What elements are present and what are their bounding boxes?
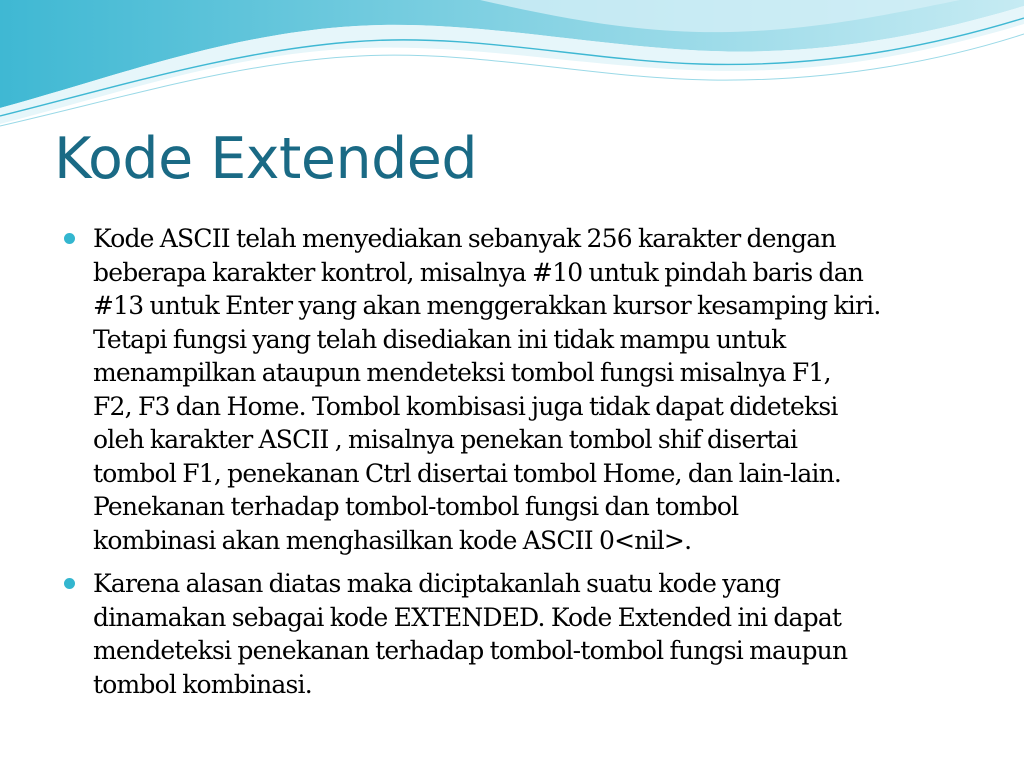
bullet-text-line: kombinasi akan menghasilkan kode ASCII 0<nil>.: [93, 525, 692, 555]
bullet-text-line: menampilkan ataupun mendeteksi tombol fungsi misalnya F1,: [93, 358, 831, 387]
bullet-item: [64, 222, 984, 557]
slide-title: Kode Extended: [54, 126, 478, 192]
bullet-text-line: Kode ASCII telah menyediakan sebanyak 256 karakter dengan: [93, 224, 836, 253]
bullet-text-line: dinamakan sebagai kode EXTENDED. Kode Extended ini dapat: [93, 602, 842, 632]
bullet-text-line: tombol kombinasi.: [93, 669, 312, 699]
bullet-text-line: Tetapi fungsi yang telah disediakan ini tidak mampu untuk: [93, 324, 786, 354]
bullet-text-line: #13 untuk Enter yang akan menggerakkan kursor kesamping kiri.: [93, 291, 881, 320]
bullet-text-line: oleh karakter ASCII , misalnya penekan tombol shif disertai: [93, 425, 798, 454]
bullet-list: [64, 222, 984, 711]
bullet-dot-icon: [64, 578, 75, 589]
bullet-text-line: Penekanan terhadap tombol-tombol fungsi dan tombol: [93, 492, 739, 521]
header-wave-decoration: [0, 0, 1024, 130]
bullet-text-line: beberapa karakter kontrol, misalnya #10 untuk pindah baris dan: [93, 257, 864, 287]
bullet-text-line: F2, F3 dan Home. Tombol kombisasi juga tidak dapat dideteksi: [93, 391, 838, 421]
bullet-text-line: mendeteksi penekanan terhadap tombol-tombol fungsi maupun: [93, 636, 848, 665]
bullet-item: [64, 567, 984, 701]
bullet-dot-icon: [64, 233, 75, 244]
bullet-text-line: Karena alasan diatas maka diciptakanlah suatu kode yang: [93, 569, 781, 598]
bullet-text-line: tombol F1, penekanan Ctrl disertai tombol Home, dan lain-lain.: [93, 458, 842, 488]
